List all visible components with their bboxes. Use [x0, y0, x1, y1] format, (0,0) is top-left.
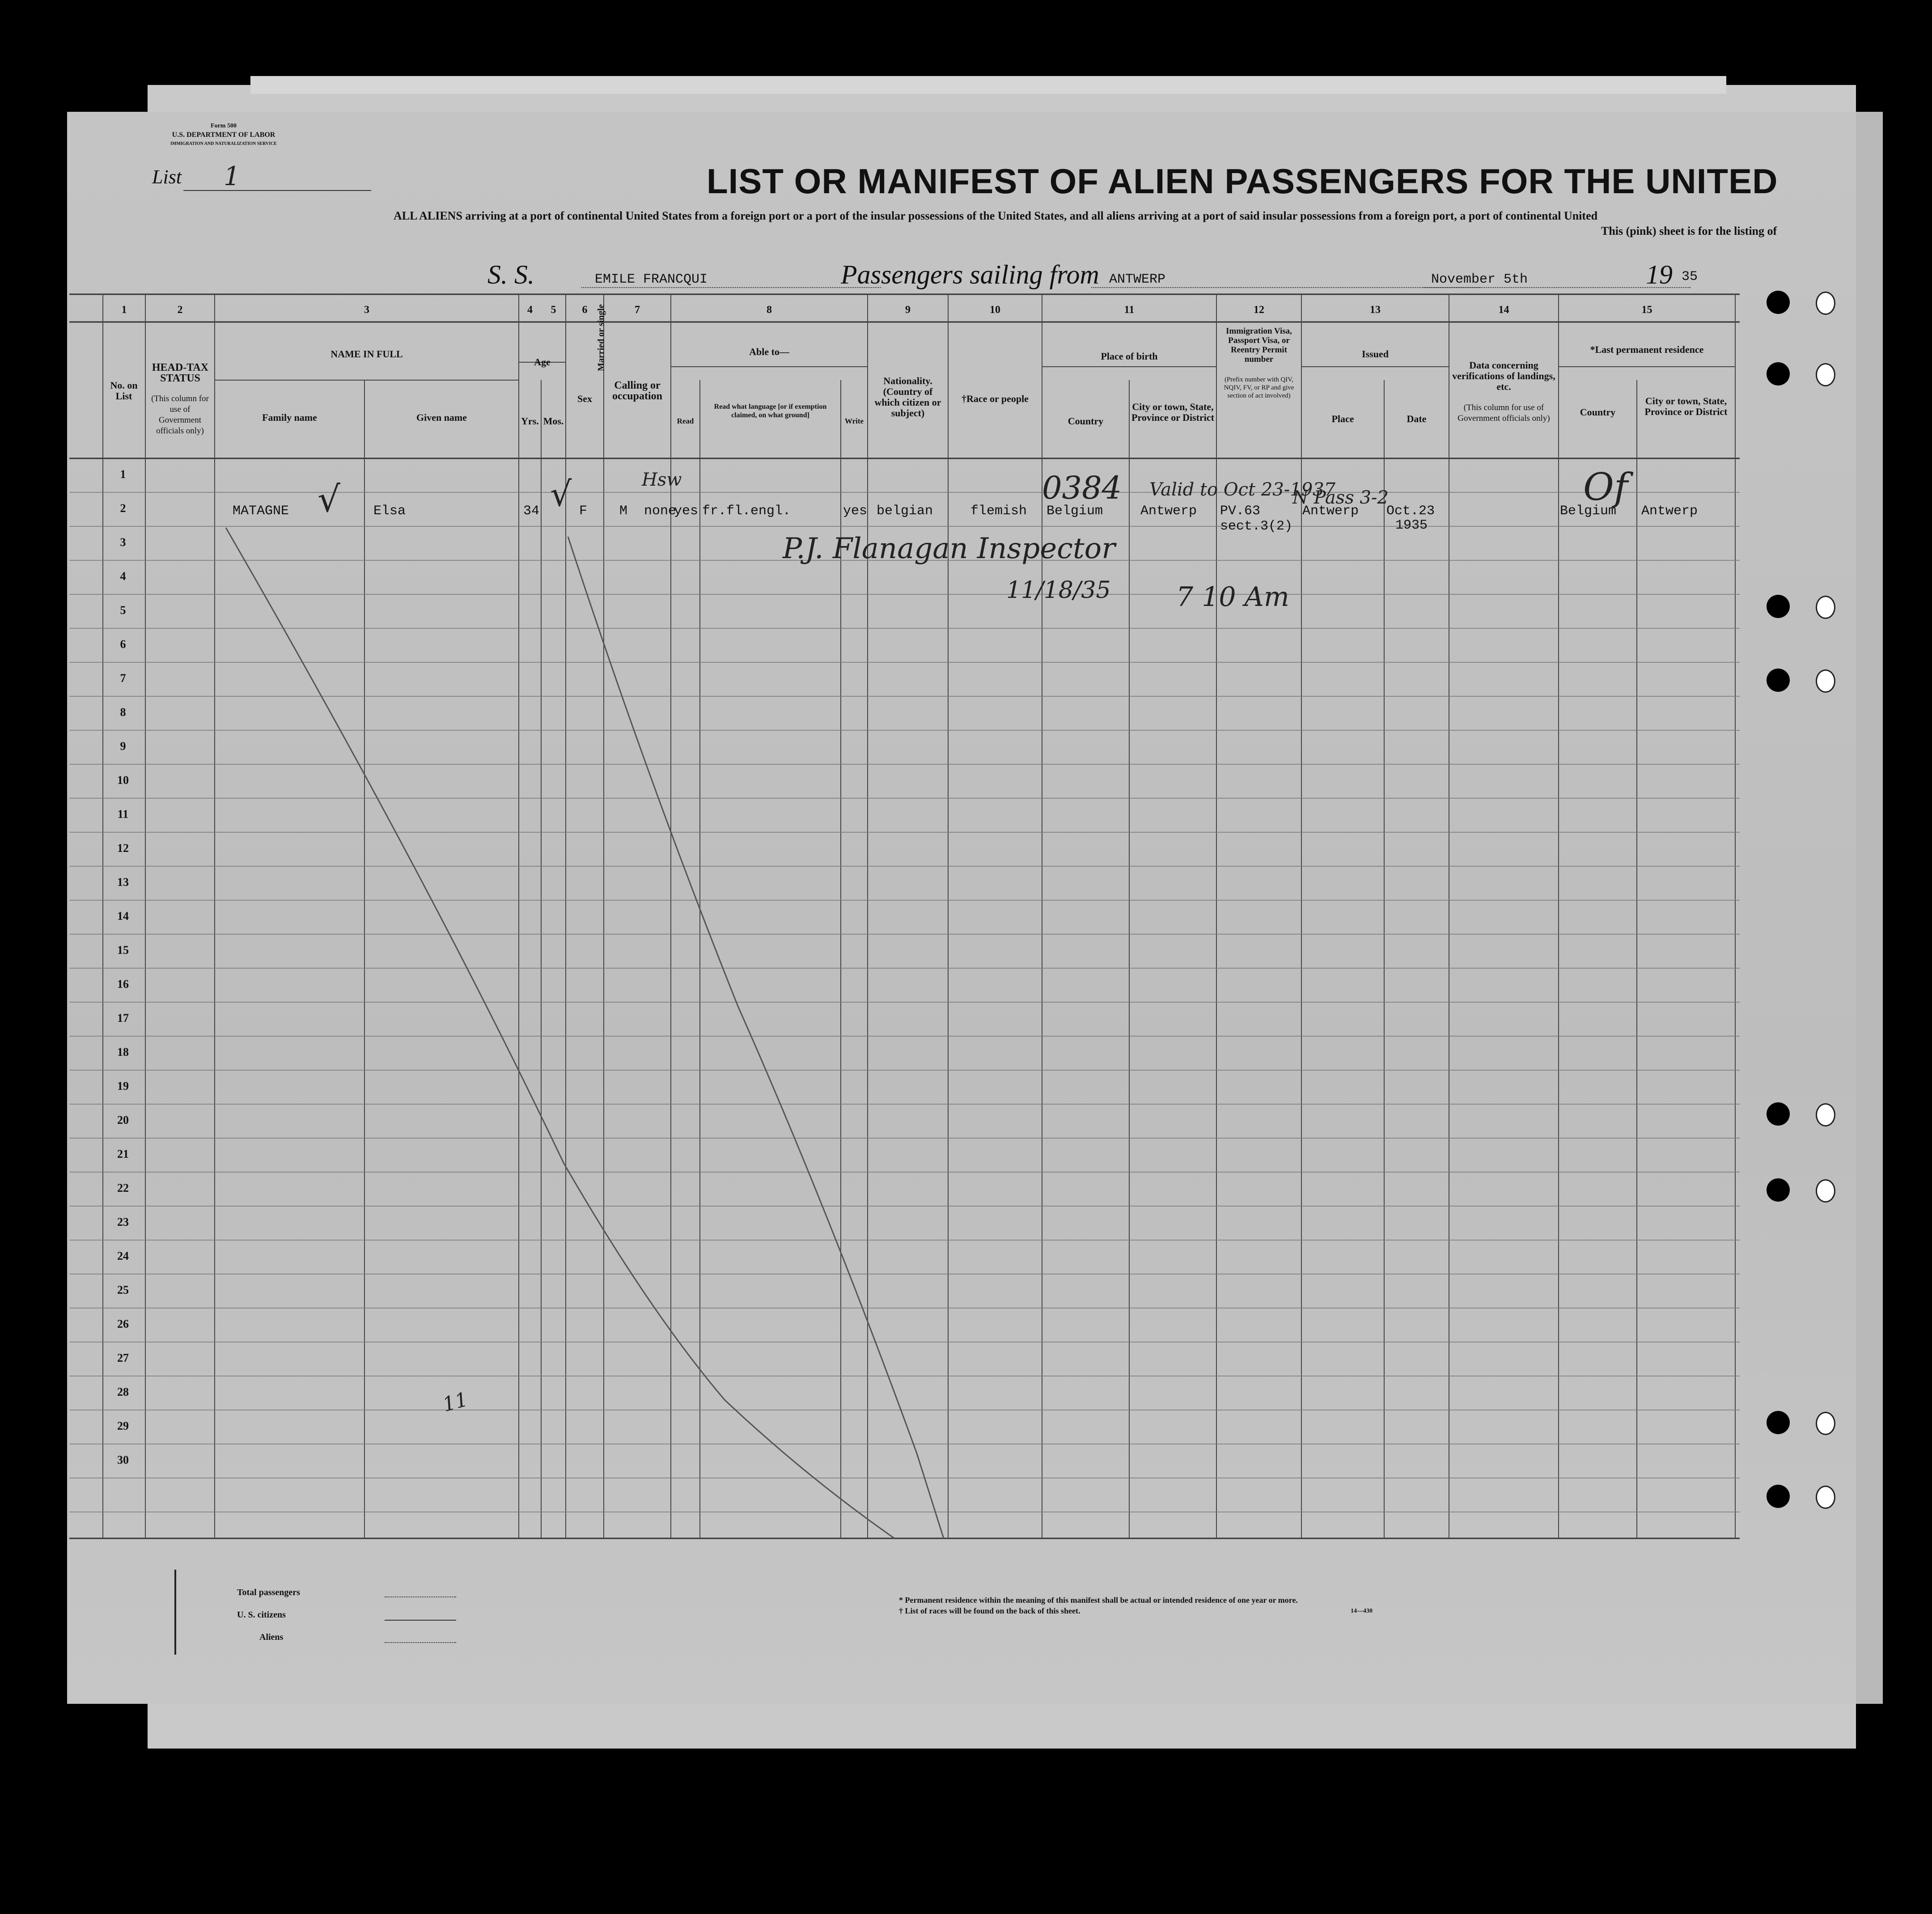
list-label: List [152, 166, 182, 188]
row-number: 27 [117, 1351, 129, 1364]
col-given-name: Given name [416, 412, 467, 423]
subtitle-line2: This (pink) sheet is for the listing of [1601, 224, 1777, 237]
colnum-8: 8 [767, 304, 772, 316]
row-number: 11 [117, 808, 129, 821]
row-number: 21 [117, 1148, 129, 1160]
colnum-2: 2 [177, 304, 183, 316]
issued-date-line2-cell: 1935 [1395, 518, 1428, 533]
row-number: 20 [117, 1114, 129, 1126]
year-suffix: 35 [1682, 269, 1698, 284]
colnum-12: 12 [1254, 304, 1264, 316]
binder-hole [1816, 363, 1835, 386]
aliens-line [385, 1642, 456, 1643]
port-name: ANTWERP [1109, 272, 1166, 287]
sailing-date: November 5th [1431, 272, 1528, 287]
row-number: 24 [117, 1249, 129, 1262]
binder-hole [1816, 596, 1835, 619]
occupation-cell: none [644, 504, 677, 519]
row-number: 1 [120, 468, 126, 481]
age-yrs-cell: 34 [523, 504, 540, 519]
binder-hole [1816, 1179, 1835, 1203]
col-issued: Issued [1362, 348, 1389, 360]
total-passengers-label: Total passengers [237, 1588, 300, 1597]
row-number: 28 [117, 1385, 129, 1398]
colnum-5: 5 [551, 304, 556, 316]
row-number: 29 [117, 1419, 129, 1432]
row-number: 7 [120, 672, 126, 685]
write-cell: yes [843, 504, 868, 519]
col-nationality: Nationality. (Country of which citizen or subject) [874, 375, 941, 419]
row-number: 16 [117, 978, 129, 991]
row-number: 30 [117, 1453, 129, 1466]
visa-line1-cell: PV.63 [1220, 504, 1261, 519]
colnum-10: 10 [990, 304, 1000, 316]
subtitle-line1: ALL ALIENS arriving at a port of continental United States from a foreign port or a port of the insular possessions of the United States, and all aliens arriving at a port of said insular possessions from a foreign port, a port of continental United [394, 209, 1598, 222]
col-head-tax: HEAD-TAX STATUS [152, 362, 209, 384]
read-cell: yes [674, 504, 699, 519]
row-number: 9 [120, 740, 126, 753]
colnum-11: 11 [1124, 304, 1135, 316]
us-citizens-label: U. S. citizens [237, 1610, 286, 1620]
col-race: †Race or people [962, 393, 1029, 404]
binder-hole [1816, 1486, 1835, 1509]
inspector-date: 11/18/35 [1006, 577, 1111, 604]
row-number: 2 [120, 502, 126, 515]
back-sheet-edge [250, 76, 1726, 94]
col-mos: Mos. [543, 415, 564, 427]
binder-hole [1767, 1102, 1790, 1126]
col-visa: Immigration Visa, Passport Visa, or Reentry Permit number [1226, 326, 1292, 364]
row-number: 10 [117, 774, 129, 787]
colnum-7: 7 [635, 304, 640, 316]
row-number: 23 [117, 1215, 129, 1228]
inspector-time: 7 10 Am [1176, 581, 1289, 613]
col-yrs: Yrs. [521, 415, 539, 427]
row-number: 17 [117, 1012, 129, 1025]
strike-line-right [568, 537, 944, 1538]
row-number: 15 [117, 944, 129, 957]
col-issued-date: Date [1407, 413, 1427, 424]
footnote-residence: * Permanent residence within the meaning of this manifest shall be actual or intended residence of one year or more. [899, 1596, 1298, 1605]
binder-hole [1767, 1178, 1790, 1202]
col-pob-city: City or town, State, Province or District [1131, 401, 1214, 423]
colnum-6: 6 [582, 304, 588, 316]
us-citizens-line [385, 1620, 456, 1621]
col-family-name: Family name [262, 412, 317, 423]
row-number: 6 [120, 638, 126, 651]
binder-hole [1767, 669, 1790, 692]
col-no-on-list: No. on List [110, 380, 138, 402]
row-number: 12 [117, 842, 129, 855]
row-number-column [105, 468, 145, 1487]
res-country-cell: Belgium [1560, 504, 1617, 519]
manifest-sheet [67, 112, 1878, 1704]
colnum-9: 9 [905, 304, 911, 316]
binder-hole [1767, 291, 1790, 314]
colnum-1: 1 [121, 304, 127, 316]
residence-annotation: Of [1583, 465, 1628, 509]
col-place-of-birth: Place of birth [1101, 351, 1158, 362]
pob-country-cell: Belgium [1046, 504, 1103, 519]
row-number: 25 [117, 1283, 129, 1296]
issued-date-line1-cell: Oct.23 [1386, 504, 1435, 519]
family-name-cell: MATAGNE [233, 504, 289, 519]
col-res-city: City or town, State, Province or District [1644, 395, 1728, 417]
visa-annotation: Valid to Oct 23-1937 [1149, 479, 1336, 500]
age-check: √ [550, 474, 572, 514]
birth-annotation: 0384 [1042, 470, 1122, 506]
col-married: Married or single [596, 304, 606, 371]
ss-label: S. S. [487, 260, 534, 289]
strike-line-left [226, 528, 894, 1538]
form-code: 14—430 [1351, 1608, 1373, 1614]
given-name-cell: Elsa [373, 504, 406, 519]
col-name-in-full: NAME IN FULL [330, 348, 403, 360]
colnum-4: 4 [527, 304, 533, 316]
inspector-signature: P.J. Flanagan Inspector [783, 532, 1115, 565]
row-number: 4 [120, 570, 126, 583]
list-number: 1 [224, 161, 240, 191]
manifest-title: LIST OR MANIFEST OF ALIEN PASSENGERS FOR THE UNITED [707, 161, 1778, 201]
department: U.S. DEPARTMENT OF LABOR [172, 131, 275, 139]
margin-mark: 11 [440, 1388, 470, 1417]
row-number: 26 [117, 1317, 129, 1330]
binder-hole [1767, 362, 1790, 385]
col-read-lang: Read what language [or if exemption claimed, on what ground] [714, 403, 827, 419]
binder-hole [1816, 669, 1835, 693]
sailing-label: Passengers sailing from [841, 260, 1099, 289]
col-data-verif-note: (This column for use of Government officials only) [1457, 403, 1550, 423]
year-prefix: 19 [1646, 260, 1673, 289]
col-pob-country: Country [1068, 415, 1104, 427]
occupation-note: Hsw [642, 470, 682, 490]
row-number: 22 [117, 1181, 129, 1194]
row-number: 14 [117, 910, 129, 923]
aliens-label: Aliens [259, 1632, 284, 1642]
ship-name: EMILE FRANCQUI [595, 272, 708, 287]
binder-hole [1816, 1103, 1835, 1126]
res-city-cell: Antwerp [1641, 504, 1698, 519]
colnum-3: 3 [364, 304, 369, 316]
row-number: 5 [120, 604, 126, 617]
colnum-13: 13 [1370, 304, 1381, 316]
binder-hole [1816, 1412, 1835, 1435]
colnum-14: 14 [1498, 304, 1509, 316]
nationality-cell: belgian [877, 504, 933, 519]
row-number: 18 [117, 1046, 129, 1059]
form-number: Form 500 [211, 123, 237, 129]
race-cell: flemish [970, 504, 1027, 519]
row-number: 3 [120, 536, 126, 549]
col-age: Age [534, 356, 551, 368]
col-head-tax-note: (This column for use of Government officials only) [151, 394, 209, 436]
row-number: 8 [120, 706, 126, 719]
col-sex: Sex [577, 393, 592, 404]
footnote-races: † List of races will be found on the back of this sheet. [899, 1606, 1080, 1615]
pob-city-cell: Antwerp [1140, 504, 1197, 519]
footer-bracket [174, 1570, 176, 1655]
col-able-to: Able to— [749, 346, 789, 357]
colnum-15: 15 [1641, 304, 1652, 316]
col-data-verif: Data concerning verifications of landings, etc. [1452, 360, 1555, 392]
row-number: 13 [117, 876, 129, 889]
language-cell: fr.fl.engl. [702, 504, 791, 519]
family-name-check: √ [318, 478, 340, 520]
col-last-res: *Last permanent residence [1590, 344, 1704, 355]
service: IMMIGRATION AND NATURALIZATION SERVICE [170, 141, 277, 146]
col-calling: Calling or occupation [612, 380, 662, 402]
col-issued-place: Place [1331, 413, 1354, 424]
row-number: 19 [117, 1080, 129, 1093]
binder-hole [1816, 292, 1835, 315]
issued-annotation: N Pass 3-2 [1292, 487, 1389, 508]
sex-cell: F [579, 504, 588, 519]
adjacent-sheet-edge [1856, 112, 1883, 1704]
married-cell: M [619, 504, 628, 519]
issued-place-cell: Antwerp [1302, 504, 1359, 519]
total-passengers-line [385, 1596, 456, 1597]
binder-hole [1767, 595, 1790, 618]
col-read: Read [677, 417, 694, 425]
col-visa-note: (Prefix number with QIV, NQIV, FV, or RP and give section of act involved) [1224, 376, 1294, 399]
binder-hole [1767, 1411, 1790, 1434]
col-write: Write [844, 417, 864, 425]
binder-hole [1767, 1485, 1790, 1508]
visa-line2-cell: sect.3(2) [1220, 519, 1293, 534]
col-res-country: Country [1580, 407, 1616, 418]
